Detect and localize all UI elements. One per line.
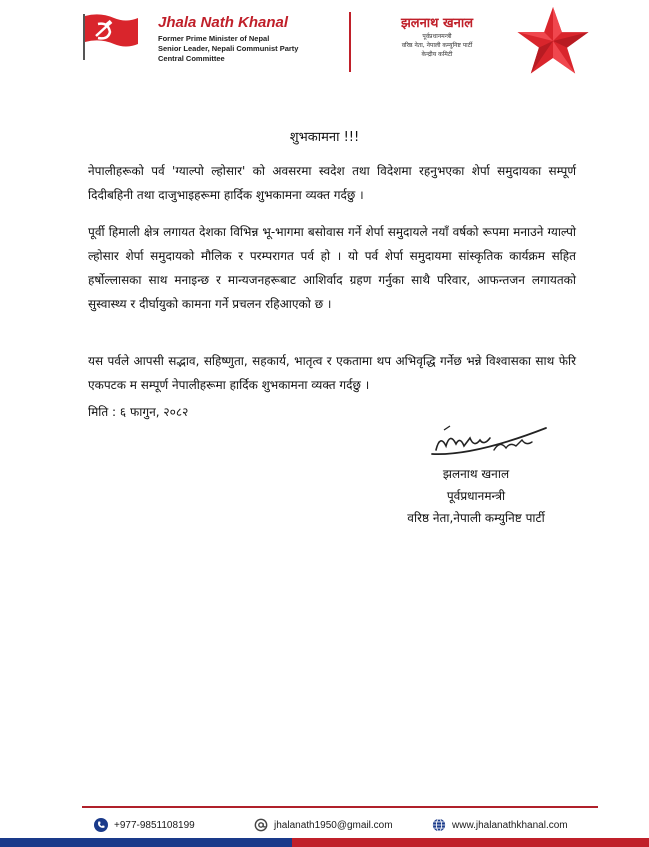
letterhead-nepali [362, 16, 512, 59]
footer-contacts [82, 814, 598, 836]
phone-icon [94, 818, 108, 832]
letterhead-divider [349, 12, 351, 72]
footer-phone [94, 814, 195, 836]
letter-paragraph-1: नेपालीहरूको पर्व 'ग्याल्पो ल्होसार' को अवसरमा स्वदेश तथा विदेशमा रहनुभएका शेर्पा समुदायका सम्पूर्ण दिदीबहिनी तथा दाजुभाइहरूमा हार्दिक शुभकामना व्यक्त गर्दछु । [88, 164, 576, 202]
letter-title: शुभकामना !!! [289, 130, 360, 145]
letterhead-role-en: Senior Leader, Nepali Communist Party [158, 44, 299, 53]
letterhead-title-en: Former Prime Minister of Nepal [158, 34, 270, 43]
letterhead-name-ne: झलनाथ खनाल [400, 16, 474, 31]
letterhead-name-en: Jhala Nath Khanal [158, 14, 289, 31]
at-sign-icon [254, 818, 268, 832]
footer-website-text[interactable]: www.jhalanathkhanal.com [452, 819, 568, 831]
letter-paragraph-3: यस पर्वले आपसी सद्भाव, सहिष्णुता, सहकार्य, भातृत्व र एकतामा थप अभिवृद्धि गर्नेछ भन्ने विश्वासका साथ फेरि एकपटक म सम्पूर्ण नेपालीहरूमा हार्दिक शुभकामना व्यक्त गर्दछु । [88, 354, 576, 392]
signatory-position: वरिष्ठ नेता,नेपाली कम्युनिष्ट पार्टी [407, 511, 545, 525]
letter-paragraph-2: पूर्वी हिमाली क्षेत्र लगायत देशका विभिन्न भू-भागमा बसोवास गर्ने शेर्पा समुदायले नयाँ वर्षको रूपमा मनाउने ग्याल्पो ल्होसार शेर्पा समुदायको मौलिक र परम्परागत पर्व हो । यो पर्व शेर्पा समुदायमा सांस्कृतिक कार्यक्रम सहित हर्षोल्लासका साथ मनाइन्छ र मान्यजनहरूबाट आशिर्वाद ग्रहण गर्नुका साथै परिवार, आफन्तजन लगायतको सुस्वास्थ्य र दीर्घायुको कामना गर्ने प्रचलन रहिआएको छ । [88, 225, 576, 311]
letterhead-title-ne: पूर्वप्रधानमन्त्री [422, 33, 452, 40]
signatory-designation: पूर्वप्रधानमन्त्री [446, 489, 506, 503]
red-flag-hammer-sickle-icon [78, 12, 142, 62]
globe-icon [432, 818, 446, 832]
footer-phone-text: +977-9851108199 [114, 819, 195, 831]
letterhead-committee-en: Central Committee [158, 54, 225, 63]
letterhead-role-ne: वरिष्ठ नेता, नेपाली कम्युनिष्ट पार्टी [401, 42, 473, 49]
signature-block [366, 463, 586, 529]
footer-email[interactable] [254, 814, 393, 836]
footer-website[interactable] [432, 814, 568, 836]
footer-divider [82, 806, 598, 808]
letterhead-english [158, 14, 343, 64]
red-star-icon [516, 4, 590, 78]
letter-date: मिति : ६ फागुन, २०८२ [88, 405, 189, 419]
footer-email-text[interactable]: jhalanath1950@gmail.com [274, 819, 393, 831]
footer-color-stripe [0, 838, 649, 847]
letterhead-committee-ne: केन्द्रीय कमिटी [421, 51, 453, 58]
signatory-name: झलनाथ खनाल [442, 467, 510, 481]
